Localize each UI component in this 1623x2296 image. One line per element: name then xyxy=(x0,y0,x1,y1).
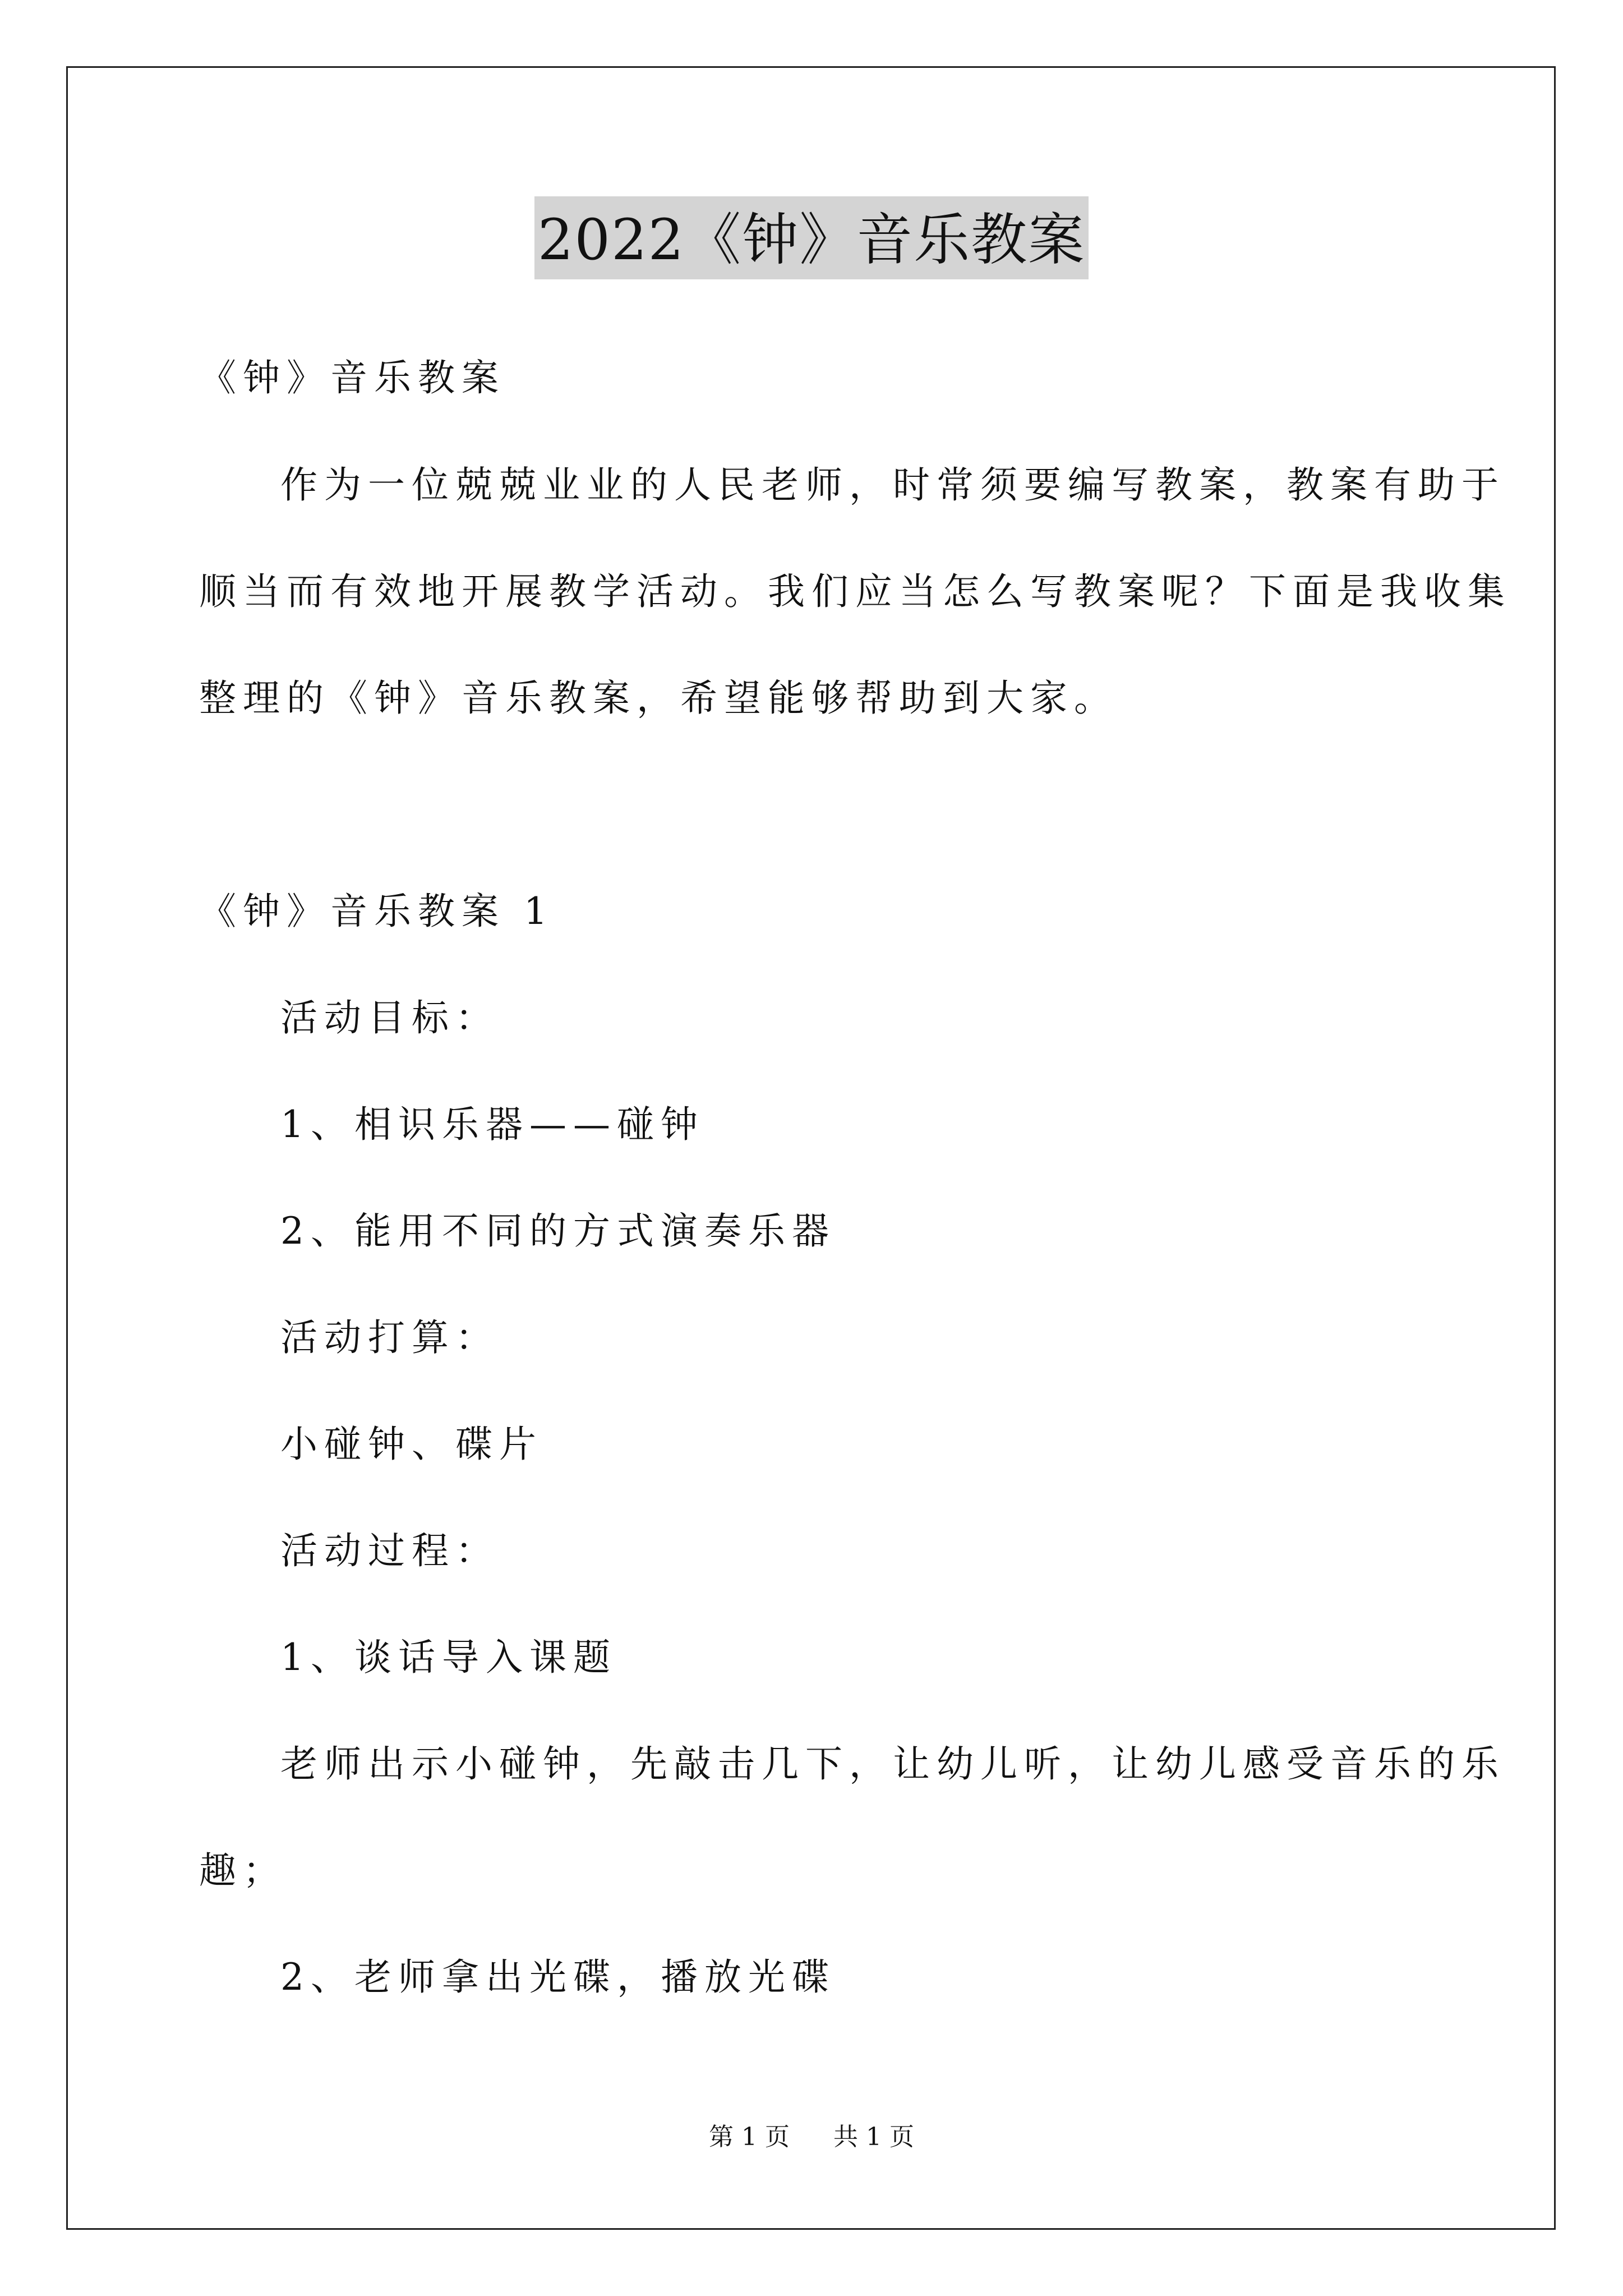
process-text-line-2: 趣； xyxy=(199,1849,287,1892)
intro-line-1: 作为一位兢兢业业的人民老师，时常须要编写教案，教案有助于 xyxy=(280,463,1505,507)
section-heading: 《钟》音乐教案 1 xyxy=(199,890,554,933)
prep-item: 小碰钟、碟片 xyxy=(280,1423,543,1466)
document-title: 2022《钟》音乐教案 xyxy=(534,196,1089,279)
intro-line-2: 顺当而有效地开展教学活动。我们应当怎么写教案呢？下面是我收集 xyxy=(199,570,1511,613)
subtitle-line: 《钟》音乐教案 xyxy=(199,356,505,399)
page-total: 共 1 页 xyxy=(833,2123,914,2151)
goal-item-2: 2、能用不同的方式演奏乐器 xyxy=(280,1209,836,1253)
page-footer xyxy=(0,2120,1623,2154)
process-step-1: 1、谈话导入课题 xyxy=(280,1636,617,1679)
prep-heading: 活动打算： xyxy=(280,1316,499,1359)
process-step-2: 2、老师拿出光碟，播放光碟 xyxy=(280,1955,836,1999)
intro-line-3: 整理的《钟》音乐教案，希望能够帮助到大家。 xyxy=(199,677,1118,720)
title-container xyxy=(0,196,1623,279)
process-heading: 活动过程： xyxy=(280,1529,499,1572)
page-number: 第 1 页 xyxy=(709,2123,790,2151)
process-text-line-1: 老师出示小碰钟，先敲击几下，让幼儿听，让幼儿感受音乐的乐 xyxy=(280,1742,1505,1786)
goals-heading: 活动目标： xyxy=(280,996,499,1039)
goal-item-1: 1、相识乐器——碰钟 xyxy=(280,1103,704,1146)
